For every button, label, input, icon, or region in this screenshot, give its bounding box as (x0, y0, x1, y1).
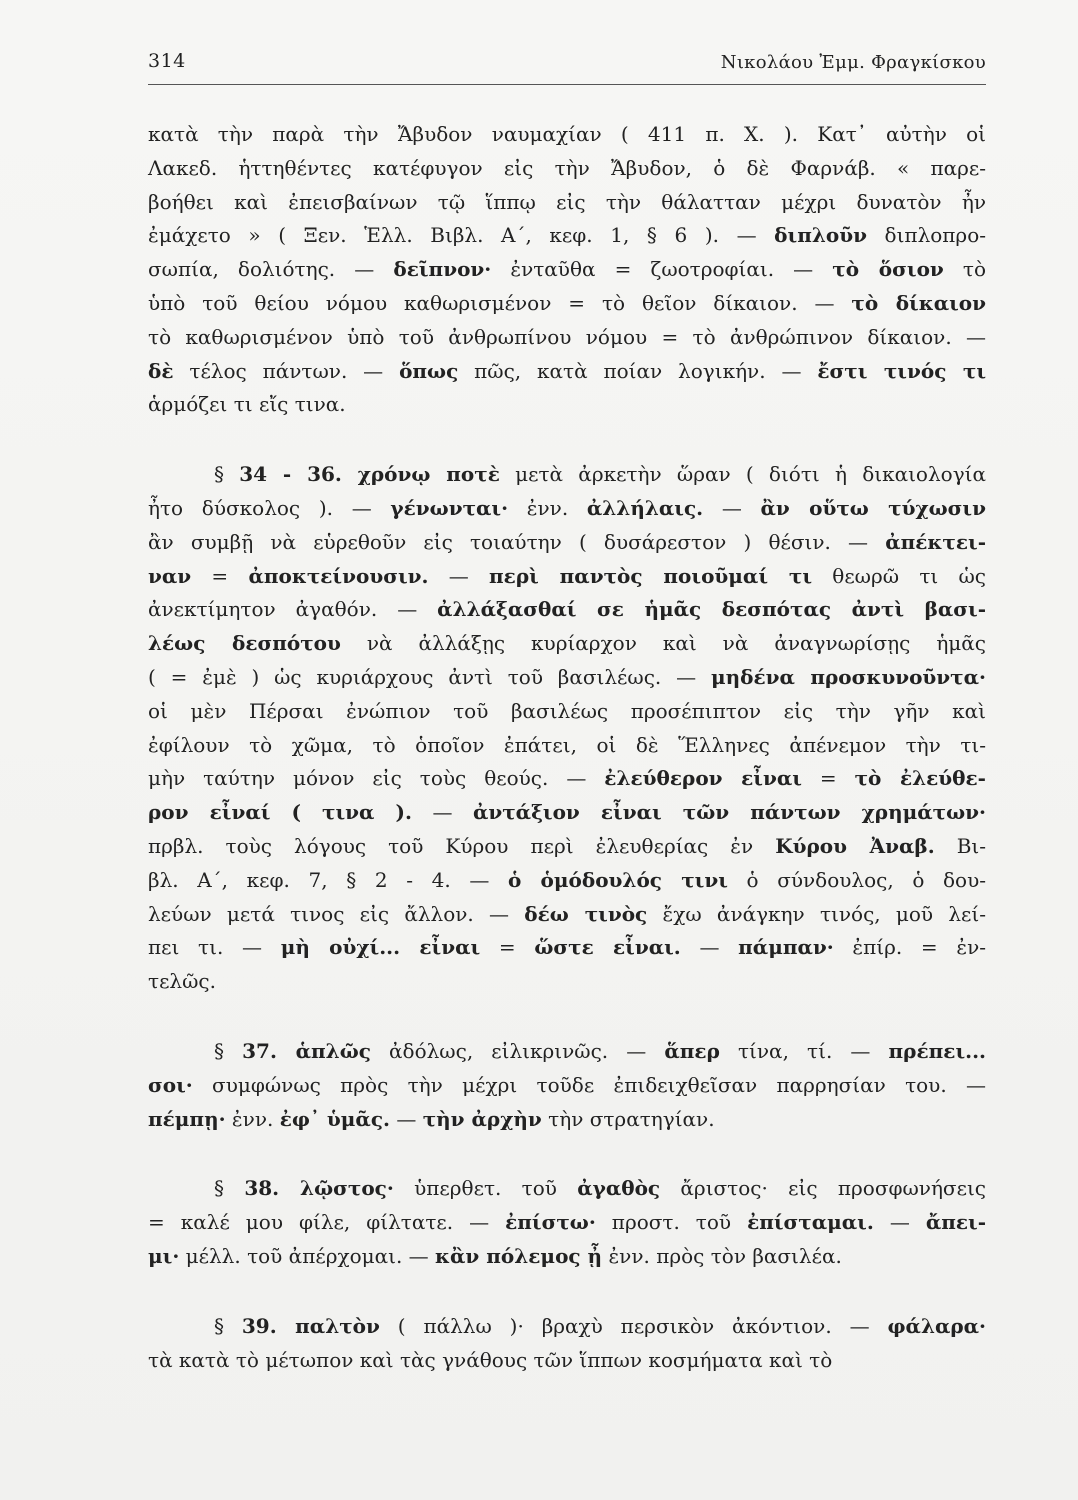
text-line: ρον εἶναί ( τινα ). — ἀντάξιον εἶναι τῶν πάντων χρημάτων· (148, 800, 986, 825)
lemma: πέμπῃ· (148, 1106, 226, 1131)
lemma: 34 - 36. χρόνῳ ποτὲ (239, 462, 500, 487)
lemma: κἂν πόλεμος ᾖ (435, 1243, 603, 1268)
lemma: τὸ δίκαιον (851, 290, 986, 315)
text-line: οἱ μὲν Πέρσαι ἐνώπιον τοῦ βασιλέως προσέπιπτον εἰς τὴν γῆν καὶ (148, 698, 986, 723)
text-line: μὴν ταύτην μόνον εἰς τοὺς θεούς. — ἐλεύθερον εἶναι = τὸ ἐλεύθε- (148, 766, 986, 791)
lemma: ἐπίσταμαι. (747, 1210, 874, 1235)
lemma: λέως δεσπότου (148, 631, 341, 656)
text-line: § 34 - 36. χρόνῳ ποτὲ μετὰ ἀρκετὴν ὥραν ( διότι ἡ δικαιολογία (214, 462, 986, 487)
page-header (148, 48, 986, 85)
text-line: πέμπῃ· ἐνν. ἐφ᾽ ὑμᾶς. — τὴν ἀρχὴν τὴν στρατηγίαν. (148, 1106, 715, 1131)
text-line: § 39. παλτὸν ( πάλλω )· βραχὺ περσικὸν ἀκόντιον. — φάλαρα· (214, 1313, 987, 1338)
lemma: ἀντάξιον εἶναι τῶν πάντων χρημάτων· (472, 800, 986, 825)
lemma: διπλοῦν (774, 223, 867, 248)
text-line: τελῶς. (148, 969, 216, 994)
text-line: ἐφίλουν τὸ χῶμα, τὸ ὁποῖον ἐπάτει, οἱ δὲ Ἕλληνες ἀπένεμον τὴν τι- (148, 732, 986, 757)
text-line: Λακεδ. ἡττηθέντες κατέφυγον εἰς τὴν Ἄβυδον, ὁ δὲ Φαρνάβ. « παρε- (148, 155, 986, 180)
text-line: πει τι. — μὴ οὐχί... εἶναι = ὥστε εἶναι. — πάμπαν· ἐπίρ. = ἐν- (148, 935, 987, 960)
lemma: ὅπως (399, 358, 459, 383)
text-line: δὲ τέλος πάντων. — ὅπως πῶς, κατὰ ποίαν λογικήν. — ἔστι τινός τι (148, 358, 986, 383)
lemma: τὴν ἀρχὴν (422, 1106, 542, 1131)
text-line: ναν = ἀποκτείνουσιν. — περὶ παντὸς ποιοῦμαί τι θεωρῶ τι ὡς (148, 563, 987, 588)
paragraph (148, 1035, 986, 1136)
lemma: τὸ ἐλεύθε- (854, 766, 986, 791)
lemma: ἅπερ (664, 1038, 720, 1063)
lemma: ἐλεύθερον εἶναι (604, 766, 802, 791)
text-line: τὰ κατὰ τὸ μέτωπον καὶ τὰς γνάθους τῶν ἵππων κοσμήματα καὶ τὸ (148, 1347, 833, 1372)
lemma: ρον εἶναί ( τινα ). (148, 800, 412, 825)
text-line: ἀνεκτίμητον ἀγαθόν. — ἀλλάξασθαί σε ἡμᾶς δεσπότας ἀντὶ βασι- (148, 597, 986, 622)
lemma: 37. ἁπλῶς (242, 1038, 371, 1063)
text-line: βοήθει καὶ ἐπεισβαίνων τῷ ἵππῳ εἰς τὴν θάλατταν μέχρι δυνατὸν ἦν (148, 189, 986, 214)
lemma: δέω τινὸς (524, 901, 648, 926)
text-line: § 37. ἁπλῶς ἀδόλως, εἰλικρινῶς. — ἅπερ τίνα, τί. — πρέπει... (214, 1038, 987, 1063)
lemma: πρέπει... (888, 1038, 987, 1063)
running-title: Νικολάου Ἐμμ. Φραγκίσκου (720, 52, 986, 73)
lemma: 38. λῷστος· (244, 1176, 394, 1201)
paragraph (148, 1172, 986, 1273)
lemma: ἂν οὕτω τύχωσιν (760, 495, 986, 520)
text-line: βλ. Α΄, κεφ. 7, § 2 - 4. — ὁ ὁμόδουλός τινι ὁ σύνδουλος, ὁ δου- (148, 867, 987, 892)
lemma: ἀλλήλαις. (586, 495, 704, 520)
lemma: πάμπαν· (738, 935, 834, 960)
lemma: τὸ ὅσιον (832, 257, 944, 282)
lemma: δεῖπνον· (393, 257, 492, 282)
text-line: ὑπὸ τοῦ θείου νόμου καθωρισμένον = τὸ θεῖον δίκαιον. — τὸ δίκαιον (148, 290, 986, 315)
paragraph (148, 458, 986, 999)
page-number: 314 (148, 50, 186, 72)
lemma: ἐφ᾽ ὑμᾶς. (279, 1106, 390, 1131)
text-line: τὸ καθωρισμένον ὑπὸ τοῦ ἀνθρωπίνου νόμου = τὸ ἀνθρώπινον δίκαιον. — (148, 324, 986, 349)
text-line: ἁρμόζει τι εἴς τινα. (148, 392, 346, 417)
lemma: ἀλλάξασθαί σε ἡμᾶς δεσπότας ἀντὶ βασι- (437, 597, 986, 622)
lemma: σοι· (148, 1072, 193, 1097)
lemma: γένωνται· (390, 495, 509, 520)
text-line: ἂν συμβῇ νὰ εὑρεθοῦν εἰς τοιαύτην ( δυσάρεστον ) θέσιν. — ἀπέκτει- (148, 529, 986, 554)
lemma: ἔστι τινός τι (817, 358, 986, 383)
text-line: § 38. λῷστος· ὑπερθετ. τοῦ ἀγαθὸς ἄριστος· εἰς προσφωνήσεις (214, 1176, 986, 1201)
text-line: κατὰ τὴν παρὰ τὴν Ἄβυδον ναυμαχίαν ( 411 π. Χ. ). Κατ᾽ αὐτὴν οἱ (148, 122, 986, 146)
text-line: = καλέ μου φίλε, φίλτατε. — ἐπίστω· προστ. τοῦ ἐπίσταμαι. — ἄπει- (148, 1210, 986, 1235)
paragraph (148, 118, 986, 422)
lemma: ὁ ὁμόδουλός τινι (507, 867, 728, 892)
lemma: μὴ οὐχί... εἶναι (280, 935, 481, 960)
text-line: σωπία, δολιότης. — δεῖπνον· ἐνταῦθα = ζωοτροφίαι. — τὸ ὅσιον τὸ (148, 257, 986, 282)
lemma: 39. παλτὸν (241, 1313, 380, 1338)
lemma: φάλαρα· (887, 1313, 987, 1338)
paragraph (148, 1310, 986, 1378)
text-line: ἦτο δύσκολος ). — γένωνται· ἐνν. ἀλλήλαις. — ἂν οὕτω τύχωσιν (148, 495, 986, 520)
lemma: ἀπέκτει- (885, 529, 986, 554)
text-line: ( = ἐμὲ ) ὡς κυριάρχους ἀντὶ τοῦ βασιλέως. — μηδένα προσκυνοῦντα· (148, 664, 986, 689)
lemma: δὲ (148, 358, 174, 383)
commentary-text (148, 118, 986, 1413)
text-line: σοι· συμφώνως πρὸς τὴν μέχρι τοῦδε ἐπιδειχθεῖσαν παρρησίαν του. — (148, 1072, 986, 1097)
lemma: μηδένα προσκυνοῦντα· (710, 664, 986, 689)
lemma: μι· (148, 1243, 180, 1268)
text-line: μι· μέλλ. τοῦ ἀπέρχομαι. — κἂν πόλεμος ᾖ ἐνν. πρὸς τὸν βασιλέα. (148, 1243, 842, 1268)
lemma: Κύρου Ἀναβ. (775, 833, 935, 858)
lemma: ὥστε εἶναι. (534, 935, 681, 960)
text-line: λεύων μετά τινος εἰς ἄλλον. — δέω τινὸς ἔχω ἀνάγκην τινός, μοῦ λεί- (148, 901, 986, 926)
text-line: λέως δεσπότου νὰ ἀλλάξῃς κυρίαρχον καὶ νὰ ἀναγνωρίσῃς ἡμᾶς (148, 631, 987, 656)
text-line: πρβλ. τοὺς λόγους τοῦ Κύρου περὶ ἐλευθερίας ἐν Κύρου Ἀναβ. Βι- (148, 833, 986, 858)
lemma: ἄπει- (925, 1210, 986, 1235)
lemma: ἐπίστω· (505, 1210, 596, 1235)
lemma: περὶ παντὸς ποιοῦμαί τι (489, 563, 813, 588)
lemma: ἀγαθὸς (577, 1176, 661, 1201)
lemma: ἀποκτείνουσιν. (248, 563, 429, 588)
lemma: ναν (148, 563, 192, 588)
text-line: ἐμάχετο » ( Ξεν. Ἑλλ. Βιβλ. Α΄, κεφ. 1, § 6 ). — διπλοῦν διπλοπρο- (148, 223, 986, 248)
